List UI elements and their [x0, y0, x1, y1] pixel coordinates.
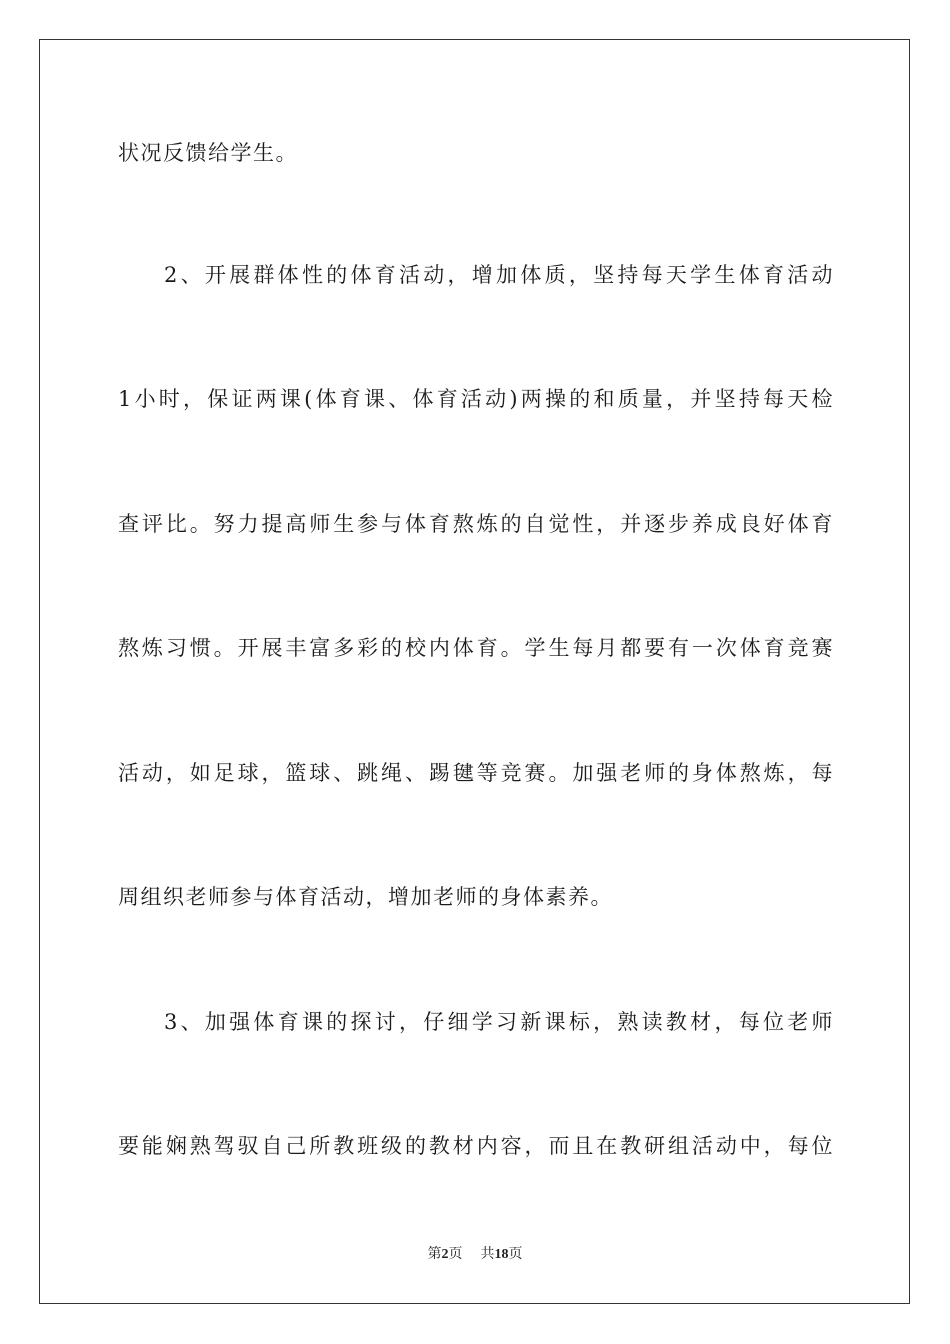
text-line-6: 活动，如足球，篮球、跳绳、踢毽等竞赛。加强老师的身体熬炼，每: [118, 761, 834, 785]
footer-page-number: 2: [441, 1247, 449, 1262]
paragraph-2-first-line: 2、开展群体性的体育活动，增加体质，坚持每天学生体育活动: [164, 263, 834, 287]
text-line-1: 状况反馈给学生。: [118, 141, 298, 165]
text-line-3: 1小时，保证两课(体育课、体育活动)两操的和质量，并坚持每天检: [118, 387, 834, 411]
page-footer: [0, 1245, 950, 1265]
footer-page-suffix: 页: [448, 1247, 463, 1262]
footer-page-prefix: 第: [427, 1247, 442, 1262]
text-line-4: 查评比。努力提高师生参与体育熬炼的自觉性，并逐步养成良好体育: [118, 512, 834, 536]
text-line-9: 要能娴熟驾驭自己所教班级的教材内容，而且在教研组活动中，每位: [118, 1134, 834, 1158]
footer-total-pages: 18: [494, 1247, 509, 1262]
footer-total-suffix: 页: [508, 1247, 523, 1262]
footer-total-prefix: 共: [480, 1247, 495, 1262]
paragraph-3-first-line: 3、加强体育课的探讨，仔细学习新课标，熟读教材，每位老师: [164, 1010, 834, 1034]
text-line-7: 周组织老师参与体育活动，增加老师的身体素养。: [118, 885, 613, 909]
text-line-5: 熬炼习惯。开展丰富多彩的校内体育。学生每月都要有一次体育竞赛: [118, 636, 834, 660]
page-frame: [39, 39, 910, 1304]
